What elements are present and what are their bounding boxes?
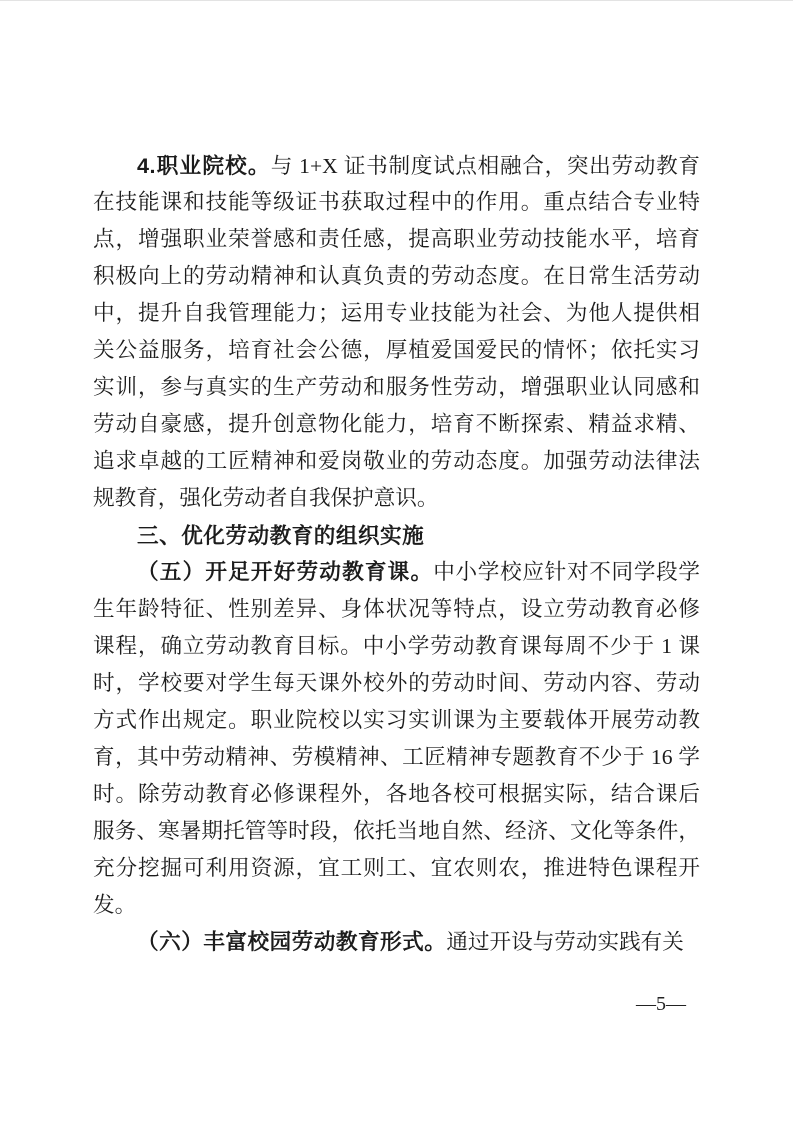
text-line <box>93 887 700 924</box>
text-line <box>93 184 700 221</box>
text-line <box>93 554 700 591</box>
text-run: 充分挖掘可利用资源，宜工则工、宜农则农，推进特色课程开 <box>93 856 700 880</box>
text-line <box>93 813 700 850</box>
text-line <box>93 406 700 443</box>
text-run: 通过开设与劳动实践有关 <box>446 930 684 954</box>
text-line <box>93 702 700 739</box>
text-run: 追求卓越的工匠精神和爱岗敬业的劳动态度。加强劳动法律法 <box>93 449 700 473</box>
text-line <box>93 480 700 517</box>
text-line <box>93 776 700 813</box>
text-line <box>93 258 700 295</box>
text-line <box>93 628 700 665</box>
emphasis-text-run: （五）开足开好劳动教育课。 <box>137 560 434 584</box>
text-run: 实训，参与真实的生产劳动和服务性劳动，增强职业认同感和 <box>93 375 700 399</box>
text-run: 点，增强职业荣誉感和责任感，提高职业劳动技能水平，培育 <box>93 227 700 251</box>
emphasis-text-run: 三、优化劳动教育的组织实施 <box>137 523 425 548</box>
text-run: 中小学校应针对不同学段学 <box>433 560 700 584</box>
emphasis-text-run: 4.职业院校。 <box>137 153 271 178</box>
text-run: 劳动自豪感，提升创意物化能力，培育不断探索、精益求精、 <box>93 412 700 436</box>
text-line <box>93 850 700 887</box>
text-run: 关公益服务，培育社会公德，厚植爱国爱民的情怀；依托实习 <box>93 338 700 362</box>
text-run: 生年龄特征、性别差异、身体状况等特点，设立劳动教育必修 <box>93 597 700 621</box>
text-line <box>93 739 700 776</box>
text-run: 时。除劳动教育必修课程外，各地各校可根据实际，结合课后 <box>93 782 700 806</box>
document-body <box>93 147 700 961</box>
text-run: 方式作出规定。职业院校以实习实训课为主要载体开展劳动教 <box>93 708 700 732</box>
text-run: 时，学校要对学生每天课外校外的劳动时间、劳动内容、劳动 <box>93 671 700 695</box>
text-line <box>93 295 700 332</box>
text-run: 课程，确立劳动教育目标。中小学劳动教育课每周不少于 1 课 <box>93 634 700 658</box>
text-line <box>93 147 700 184</box>
text-run: 中，提升自我管理能力；运用专业技能为社会、为他人提供相 <box>93 301 700 325</box>
page-number: —5— <box>636 993 686 1015</box>
text-run: 积极向上的劳动精神和认真负责的劳动态度。在日常生活劳动 <box>93 264 700 288</box>
text-line <box>93 924 700 961</box>
text-run: 发。 <box>93 893 137 917</box>
text-line <box>93 332 700 369</box>
text-run: 与 1+X 证书制度试点相融合，突出劳动教育 <box>270 154 700 178</box>
text-run: 规教育，强化劳动者自我保护意识。 <box>93 486 439 510</box>
text-line <box>93 665 700 702</box>
text-run: 育，其中劳动精神、劳模精神、工匠精神专题教育不少于 16 学 <box>93 745 700 769</box>
text-run: 服务、寒暑期托管等时段，依托当地自然、经济、文化等条件， <box>93 819 700 843</box>
emphasis-text-run: （六）丰富校园劳动教育形式。 <box>137 930 447 954</box>
text-line <box>93 517 700 554</box>
text-line <box>93 369 700 406</box>
text-line <box>93 591 700 628</box>
text-line <box>93 221 700 258</box>
text-run: 在技能课和技能等级证书获取过程中的作用。重点结合专业特 <box>93 190 700 214</box>
text-line <box>93 443 700 480</box>
